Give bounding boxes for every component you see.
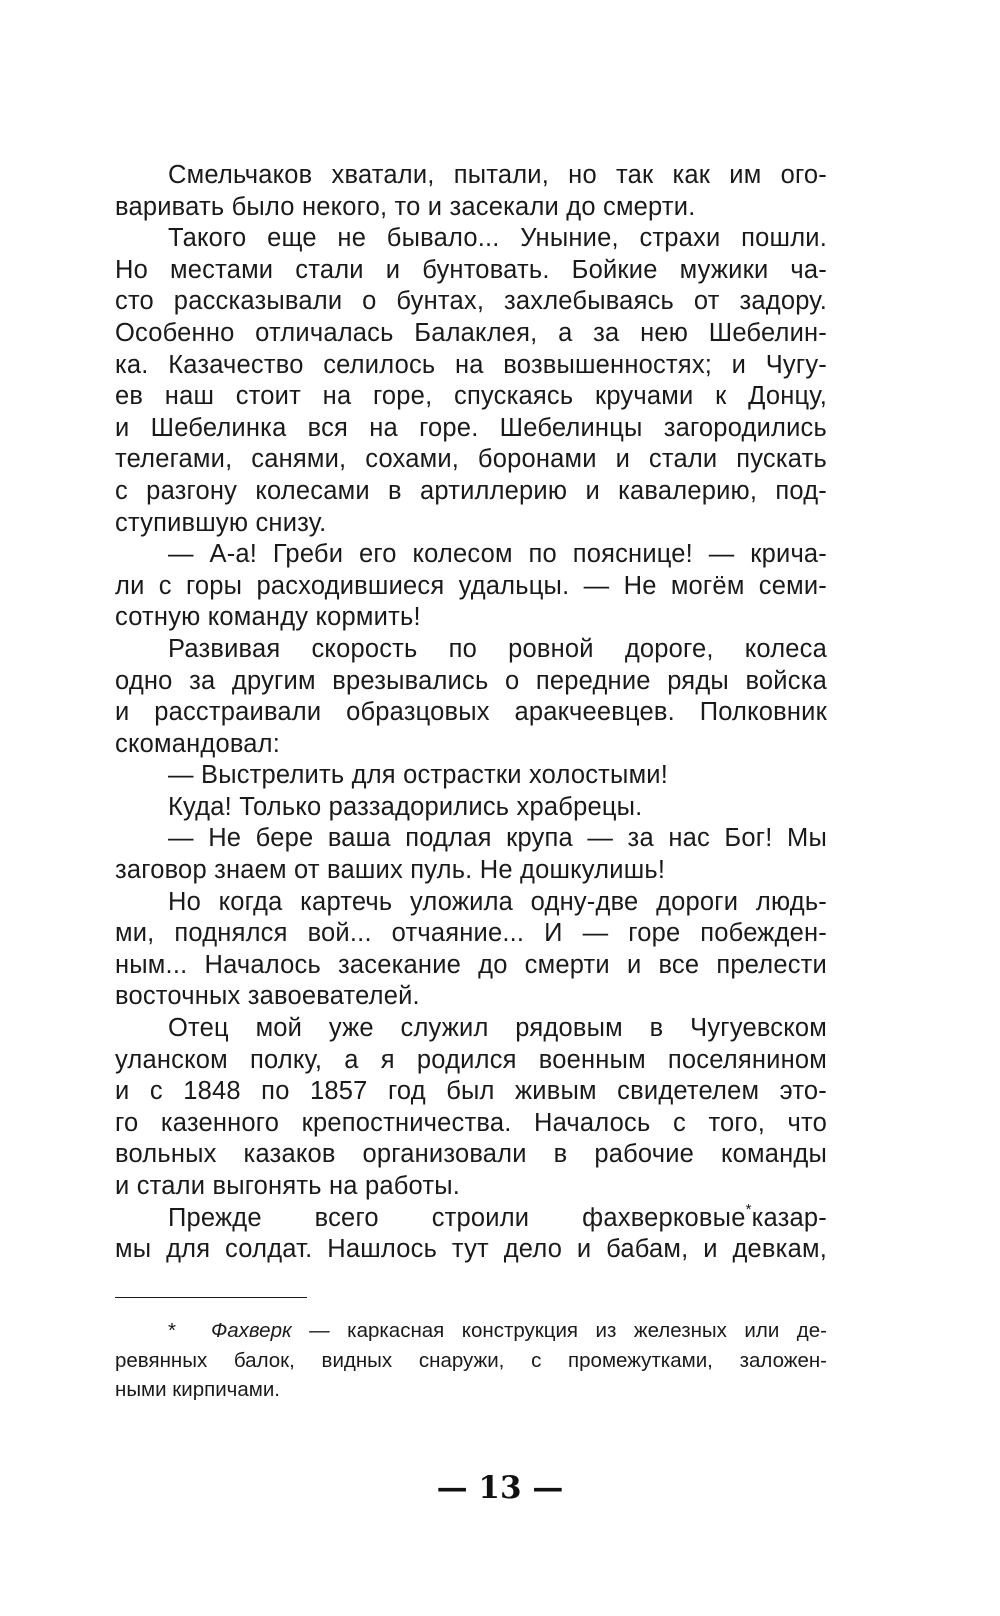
footnote-line xyxy=(115,1316,827,1346)
footnote-text: — каркасная конструкция из железных или де- xyxy=(309,1319,827,1342)
text-line: — Не бере ваша подлая крупа — за нас Бог! Мы xyxy=(168,824,827,853)
text-line: Такого еще не бывало... Уныние, страхи пошли. xyxy=(168,224,827,253)
text-line: и Шебелинка вся на горе. Шебелинцы загородились xyxy=(115,413,827,442)
text-line: заговор знаем от ваших пуль. Не дошкулишь! xyxy=(115,856,666,885)
text-line: Особенно отличалась Балаклея, а за нею Шебелин- xyxy=(115,318,827,347)
text-line: вольных казаков организовали в рабочие команды xyxy=(115,1140,827,1169)
text-line: уланском полку, а я родился военным поселянином xyxy=(115,1045,827,1074)
text-line: ми, поднялся вой... отчаяние... И — горе побежден- xyxy=(115,919,827,948)
text-line: ным... Началось засекание до смерти и все прелести xyxy=(115,950,827,979)
text-fragment: Прежде всего строили фахверковые xyxy=(168,1203,746,1232)
text-line: и расстраивали образцовых аракчеевцев. Полковник xyxy=(115,698,827,727)
text-line: и стали выгонять на работы. xyxy=(115,1172,461,1200)
text-line: — Выстрелить для острастки холостыми! xyxy=(168,761,669,790)
text-line: с разгону колесами в артиллерию и кавалерию, под- xyxy=(115,476,827,505)
main-text xyxy=(115,160,827,1266)
text-line: — А-а! Греби его колесом по пояснице! — крича- xyxy=(168,540,827,569)
text-line: ка. Казачество селилось на возвышенностях; и Чугу- xyxy=(115,350,827,379)
footnote-line: ревянных балок, видных снаружи, с промежутками, заложен- xyxy=(115,1348,827,1372)
text-line: ступившую снизу. xyxy=(115,508,327,537)
text-line: телегами, санями, сохами, боронами и стали пускать xyxy=(115,445,827,474)
footnote xyxy=(115,1316,827,1405)
text-line: и с 1848 по 1857 год был живым свидетелем это- xyxy=(115,1077,827,1106)
footnote-term: Фахверк xyxy=(210,1319,292,1342)
footnote-line: ными кирпичами. xyxy=(115,1378,280,1401)
footnote-marker: * xyxy=(168,1319,176,1342)
text-line: Куда! Только раззадорились храбрецы. xyxy=(168,792,643,821)
text-line: восточных завоевателей. xyxy=(115,982,420,1011)
footnote-reference[interactable]: * xyxy=(745,1200,752,1218)
text-line: Смельчаков хватали, пытали, но так как им ого- xyxy=(168,161,827,189)
text-line: сотную команду кормить! xyxy=(115,603,421,632)
page-number: — 13 — xyxy=(436,1470,564,1506)
text-line: Но местами стали и бунтовать. Бойкие мужики ча- xyxy=(115,255,827,284)
text-line: варивать было некого, то и засекали до смерти. xyxy=(115,192,696,221)
text-fragment: казар- xyxy=(751,1203,827,1232)
text-line: ли с горы расходившиеся удальцы. — Не могём семи- xyxy=(115,571,827,600)
text-line-with-footnote-ref xyxy=(115,1200,827,1235)
text-line: одно за другим врезывались о передние ряды войска xyxy=(115,666,827,695)
text-line: Развивая скорость по ровной дороге, колеса xyxy=(168,634,827,663)
text-line: Но когда картечь уложила одну-две дороги людь- xyxy=(168,887,827,916)
text-line: мы для солдат. Нашлось тут дело и бабам, и девкам, xyxy=(115,1235,827,1264)
footnote-divider xyxy=(115,1297,307,1298)
text-line: ев наш стоит на горе, спускаясь кручами к Донцу, xyxy=(115,382,827,411)
text-line: Отец мой уже служил рядовым в Чугуевском xyxy=(168,1014,827,1043)
text-line: го казенного крепостничества. Началось с того, что xyxy=(115,1108,827,1137)
text-line: сто рассказывали о бунтах, захлебываясь от задору. xyxy=(115,287,827,316)
text-line: скомандовал: xyxy=(115,729,281,758)
